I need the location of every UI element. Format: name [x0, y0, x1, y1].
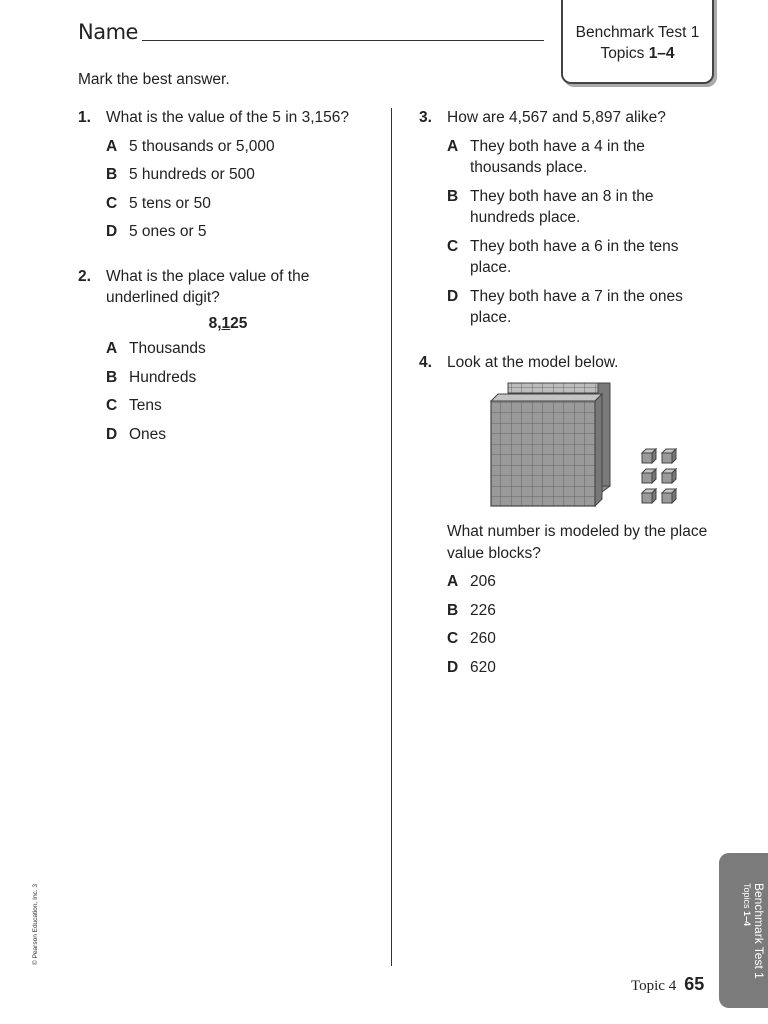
choice-text: They both have an 8 in the hundreds place. — [470, 187, 654, 226]
choice-2a[interactable] — [106, 338, 378, 360]
choice-text: They both have a 4 in the thousands place. — [470, 137, 645, 176]
benchmark-topics — [563, 43, 712, 64]
ones-cube — [642, 449, 656, 463]
column-divider — [391, 108, 392, 966]
choice-text: 226 — [470, 601, 496, 619]
choice-4a[interactable] — [447, 571, 719, 593]
choice-3b[interactable] — [447, 186, 719, 229]
question-text: How are 4,567 and 5,897 alike? — [447, 109, 666, 126]
hundreds-flat-front — [491, 394, 602, 506]
choice-letter: C — [447, 630, 459, 647]
choice-letter: B — [106, 166, 118, 183]
choice-text: 260 — [470, 630, 496, 647]
choice-2b[interactable] — [106, 367, 378, 389]
choice-text: They both have a 7 in the ones place. — [470, 287, 683, 326]
choice-text: Ones — [129, 425, 167, 443]
benchmark-topics-prefix: Topics — [600, 45, 649, 62]
choice-3d[interactable] — [447, 286, 719, 329]
number-after: 25 — [230, 314, 248, 332]
question-number: 3. — [419, 109, 432, 126]
place-value-blocks-model — [490, 381, 690, 509]
side-tab-line2-prefix: Topics — [742, 883, 752, 912]
benchmark-title: Benchmark Test 1 — [575, 24, 700, 41]
question-text: What is the place value of the underlined digit? — [106, 267, 310, 306]
page-footer — [631, 974, 704, 995]
choice-text: They both have a 6 in the tens place. — [470, 237, 679, 276]
question-text: Look at the model below. — [447, 353, 619, 371]
number-before: 8, — [208, 314, 222, 332]
choice-text: 620 — [470, 658, 496, 676]
choice-letter: B — [106, 368, 118, 386]
question-number: 1. — [78, 109, 91, 126]
ones-cube — [662, 449, 676, 463]
ones-cube — [642, 489, 656, 503]
choice-3c[interactable] — [447, 236, 719, 279]
underlined-digit: 1 — [221, 314, 231, 332]
side-tab-text — [741, 883, 765, 979]
ones-cube — [642, 469, 656, 483]
question-4-followup — [419, 521, 719, 564]
choice-4c[interactable] — [447, 628, 719, 650]
question-1 — [78, 107, 378, 129]
choice-letter: C — [106, 194, 118, 212]
choice-text: Hundreds — [129, 368, 197, 386]
choice-4b[interactable] — [447, 600, 719, 622]
footer-topic: Topic 4 — [631, 978, 677, 994]
choice-text: 206 — [470, 573, 496, 590]
choice-letter: A — [106, 340, 118, 357]
choice-2c[interactable] — [106, 395, 378, 417]
name-write-line[interactable] — [142, 40, 544, 41]
ones-cube — [662, 489, 676, 503]
choice-2d[interactable] — [106, 424, 378, 446]
side-tab — [719, 853, 768, 1008]
underlined-number — [78, 313, 378, 335]
copyright-text: © Pearson Education, Inc. 3 — [32, 883, 39, 965]
choice-1a[interactable] — [106, 136, 378, 158]
choice-1d[interactable] — [106, 221, 378, 243]
name-label: Name — [78, 20, 138, 44]
choice-4d[interactable] — [447, 657, 719, 679]
question-followup-text: What number is modeled by the place value blocks? — [447, 523, 708, 562]
question-2 — [78, 266, 378, 309]
question-3 — [419, 107, 719, 129]
benchmark-header-box — [561, 0, 714, 84]
choice-text: Tens — [129, 397, 162, 414]
question-number: 2. — [78, 267, 91, 285]
choice-letter: A — [447, 573, 459, 590]
choice-1c[interactable] — [106, 193, 378, 215]
choice-3a[interactable] — [447, 136, 719, 179]
side-tab-line1: Benchmark Test 1 — [752, 883, 766, 979]
question-4 — [419, 352, 719, 374]
name-field-row — [78, 20, 138, 44]
choice-letter: A — [106, 137, 118, 155]
page-number: 65 — [684, 974, 705, 994]
choice-letter: D — [447, 658, 459, 676]
left-column — [78, 107, 378, 445]
instruction-text: Mark the best answer. — [78, 71, 230, 88]
choice-letter: C — [106, 397, 118, 414]
choice-letter: A — [447, 137, 459, 155]
choice-text: 5 tens or 50 — [129, 194, 211, 212]
side-tab-line2-range: 1–4 — [742, 911, 752, 927]
choice-text: 5 ones or 5 — [129, 223, 207, 240]
ones-cube — [662, 469, 676, 483]
choice-letter: B — [447, 601, 459, 619]
choice-text: Thousands — [129, 340, 206, 357]
benchmark-topics-range: 1–4 — [648, 45, 675, 62]
choice-letter: D — [106, 425, 118, 443]
choice-text: 5 thousands or 5,000 — [129, 137, 275, 155]
question-text: What is the value of the 5 in 3,156? — [106, 109, 349, 126]
ones-cubes — [642, 449, 676, 503]
choice-letter: D — [106, 223, 118, 240]
choice-1b[interactable] — [106, 164, 378, 186]
choice-letter: C — [447, 237, 459, 255]
choice-text: 5 hundreds or 500 — [129, 166, 255, 183]
question-number: 4. — [419, 353, 432, 371]
choice-letter: D — [447, 287, 459, 305]
choice-letter: B — [447, 187, 459, 205]
